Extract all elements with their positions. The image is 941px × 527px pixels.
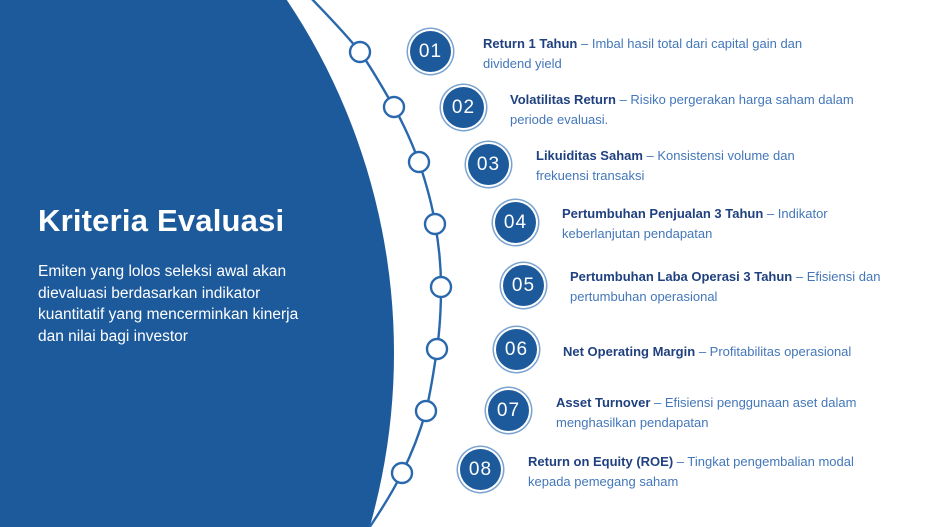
item-description: – Konsistensi volume dan frekuensi transaksi [536,148,795,183]
number-badge: 03 [468,144,509,185]
subtitle-line: dievaluasi berdasarkan indikator [38,284,261,302]
item-text [536,146,842,186]
item-title: Return 1 Tahun [483,36,578,51]
timeline-node [431,277,451,297]
number-badge: 01 [410,31,451,72]
number-badge: 05 [503,265,544,306]
item-text [483,34,839,74]
item-description: – Indikator keberlanjutan pendapatan [562,206,828,241]
timeline-node [425,214,445,234]
timeline-node [409,152,429,172]
number-badge: 06 [496,329,537,370]
number-badge: 04 [495,202,536,243]
item-title: Likuiditas Saham [536,148,643,163]
item-title: Pertumbuhan Penjualan 3 Tahun [562,206,764,221]
item-description: – Risiko pergerakan harga saham dalam periode evaluasi. [510,92,854,127]
number-badge: 08 [460,449,501,490]
subtitle-line: dan nilai bagi investor [38,327,188,345]
number-badge: 07 [488,390,529,431]
item-description: – Efisiensi penggunaan aset dalam menghasilkan pendapatan [556,395,857,430]
item-description: – Profitabilitas operasional [698,344,852,359]
subtitle-line: kuantitatif yang mencerminkan kinerja [38,306,299,323]
subtitle-line: Emiten yang lolos seleksi awal akan [38,263,287,280]
item-text [556,393,896,433]
number-badge: 02 [443,87,484,128]
item-description: – Efisiensi dan pertumbuhan operasional [570,269,881,304]
item-description: – Imbal hasil total dari capital gain dan dividend yield [483,36,803,71]
timeline-node [427,339,447,359]
item-title: Return on Equity (ROE) [528,454,674,469]
item-text [562,204,868,244]
item-description: – Tingkat pengembalian modal kepada pemegang saham [528,454,854,489]
timeline-node [392,463,412,483]
timeline-node [384,97,404,117]
timeline-node [416,401,436,421]
item-text [528,452,858,492]
item-title: Net Operating Margin [563,344,696,359]
timeline-node [350,42,370,62]
item-title: Volatilitas Return [510,92,616,107]
page-subtitle [38,261,358,347]
item-text [570,267,922,307]
item-text [510,90,856,130]
item-text [563,342,933,362]
page-title: Kriteria Evaluasi [38,203,285,238]
item-title: Asset Turnover [556,395,651,410]
item-title: Pertumbuhan Laba Operasi 3 Tahun [570,269,793,284]
